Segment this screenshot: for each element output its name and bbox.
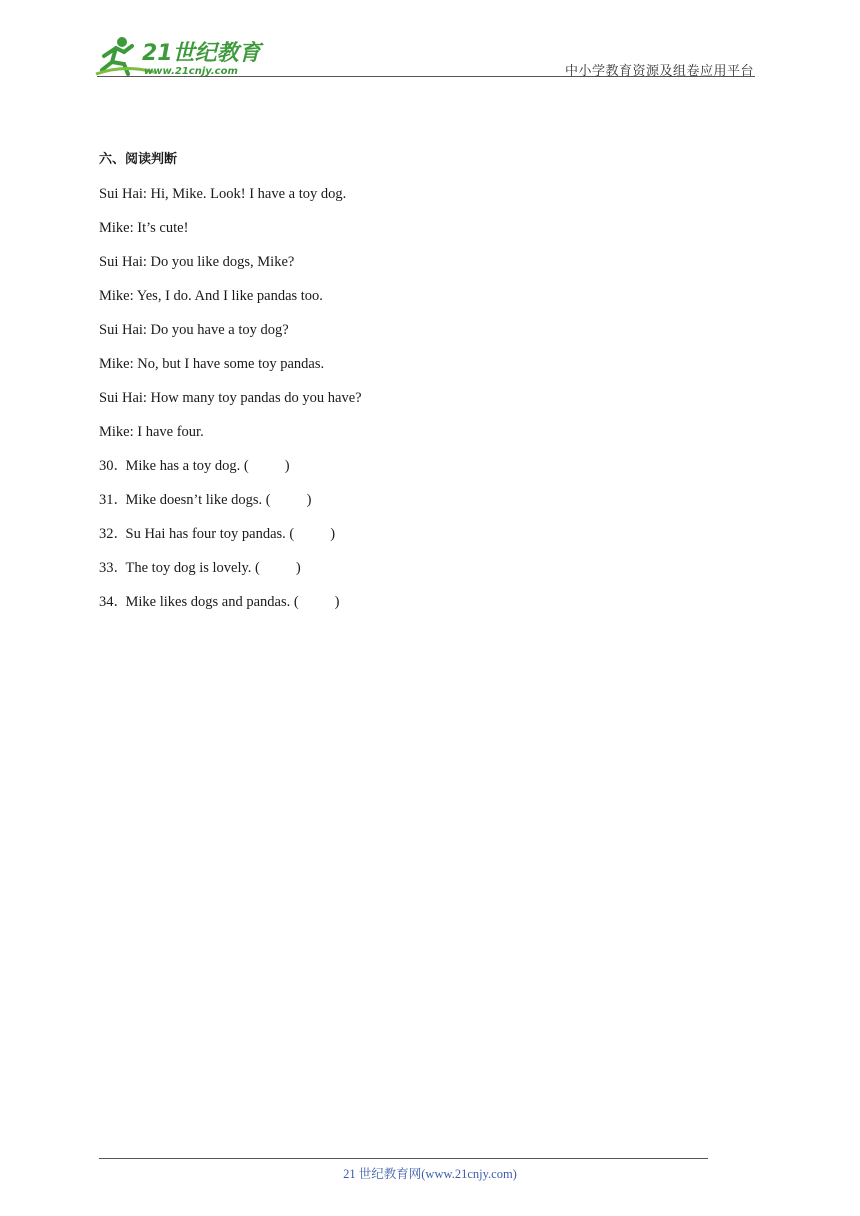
dialogue-line: Mike: It’s cute! — [99, 220, 189, 236]
question-dot: ． — [113, 560, 128, 576]
logo-wordmark: 21世纪教育 — [142, 41, 261, 66]
dialogue-line: Mike: Yes, I do. And I like pandas too. — [99, 288, 323, 304]
question-item — [99, 592, 719, 612]
question-text: Mike doesn’t like dogs. ( — [125, 492, 271, 508]
question-text: Su Hai has four toy pandas. ( — [125, 526, 295, 542]
footer-link[interactable]: 21 世纪教育网(www.21cnjy.com) — [343, 1167, 517, 1181]
question-item — [99, 490, 719, 510]
question-text: Mike likes dogs and pandas. ( — [125, 594, 299, 610]
question-number: 31 — [99, 492, 114, 508]
site-logo — [94, 34, 264, 78]
logo-url: www.21cnjy.com — [144, 66, 238, 77]
close-paren: ) — [306, 492, 312, 508]
question-dot: ． — [113, 526, 128, 542]
close-paren: ) — [295, 560, 301, 576]
dialogue-line: Sui Hai: How many toy pandas do you have? — [99, 390, 362, 406]
question-number: 34 — [99, 594, 114, 610]
close-paren: ) — [330, 526, 336, 542]
question-dot: ． — [113, 594, 128, 610]
header-divider — [97, 76, 755, 77]
question-text: Mike has a toy dog. ( — [125, 458, 249, 474]
question-item — [99, 558, 719, 578]
dialogue-line: Sui Hai: Hi, Mike. Look! I have a toy dog. — [99, 186, 347, 202]
dialogue-line: Sui Hai: Do you have a toy dog? — [99, 322, 289, 338]
question-text: The toy dog is lovely. ( — [125, 560, 260, 576]
question-dot: ． — [113, 458, 128, 474]
question-number: 32 — [99, 526, 114, 542]
question-item — [99, 524, 719, 544]
dialogue-line: Sui Hai: Do you like dogs, Mike? — [99, 254, 295, 270]
question-dot: ． — [113, 492, 128, 508]
question-item — [99, 456, 719, 476]
question-number: 33 — [99, 560, 114, 576]
page-header — [0, 0, 860, 80]
header-platform-name: 中小学教育资源及组卷应用平台 — [564, 63, 754, 78]
close-paren: ) — [284, 458, 290, 474]
dialogue-line: Mike: I have four. — [99, 424, 204, 440]
section-title: 六、阅读判断 — [99, 152, 178, 167]
close-paren: ) — [334, 594, 340, 610]
footer-divider — [99, 1158, 708, 1159]
question-number: 30 — [99, 458, 114, 474]
document-body — [99, 150, 719, 626]
dialogue-line: Mike: No, but I have some toy pandas. — [99, 356, 325, 372]
